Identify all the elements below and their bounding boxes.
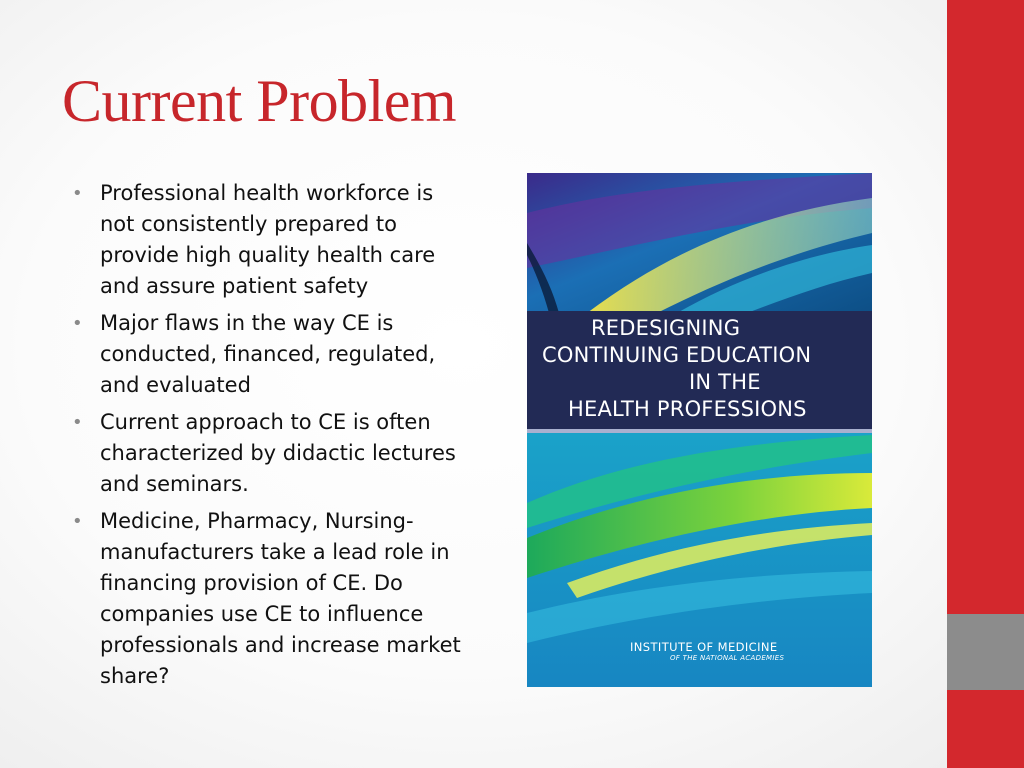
bullet-text: Major flaws in the way CE is conducted, financed, regulated, and evaluated [100,311,436,397]
book-title [527,315,872,423]
bullet-list [72,178,462,698]
book-title-line: REDESIGNING [591,316,741,340]
bullet-text: Professional health workforce is not consistently prepared to provide high quality health care and assure patient safety [100,181,436,298]
publisher-name: INSTITUTE OF MEDICINE [630,640,778,654]
book-cover-image [527,173,872,687]
slide-title: Current Problem [62,68,457,134]
bullet-item [72,506,462,692]
bullet-icon: • [72,511,83,532]
book-title-line: CONTINUING EDUCATION [542,343,812,367]
bullet-icon: • [72,183,83,204]
bullet-icon: • [72,313,83,334]
bullet-item [72,407,462,500]
bullet-text: Medicine, Pharmacy, Nursing- manufacturers take a lead role in financing provision of CE. Do companies use CE to influence professionals and increase market share? [100,509,461,688]
bullet-item [72,178,462,302]
book-publisher [630,640,784,662]
bullet-item [72,308,462,401]
bullet-text: Current approach to CE is often characterized by didactic lectures and seminars. [100,410,456,496]
book-title-line: IN THE [689,370,761,394]
publisher-subtitle: OF THE NATIONAL ACADEMIES [670,654,785,662]
book-title-line: HEALTH PROFESSIONS [568,397,807,421]
right-accent-gray-block [947,614,1024,690]
bullet-icon: • [72,412,83,433]
